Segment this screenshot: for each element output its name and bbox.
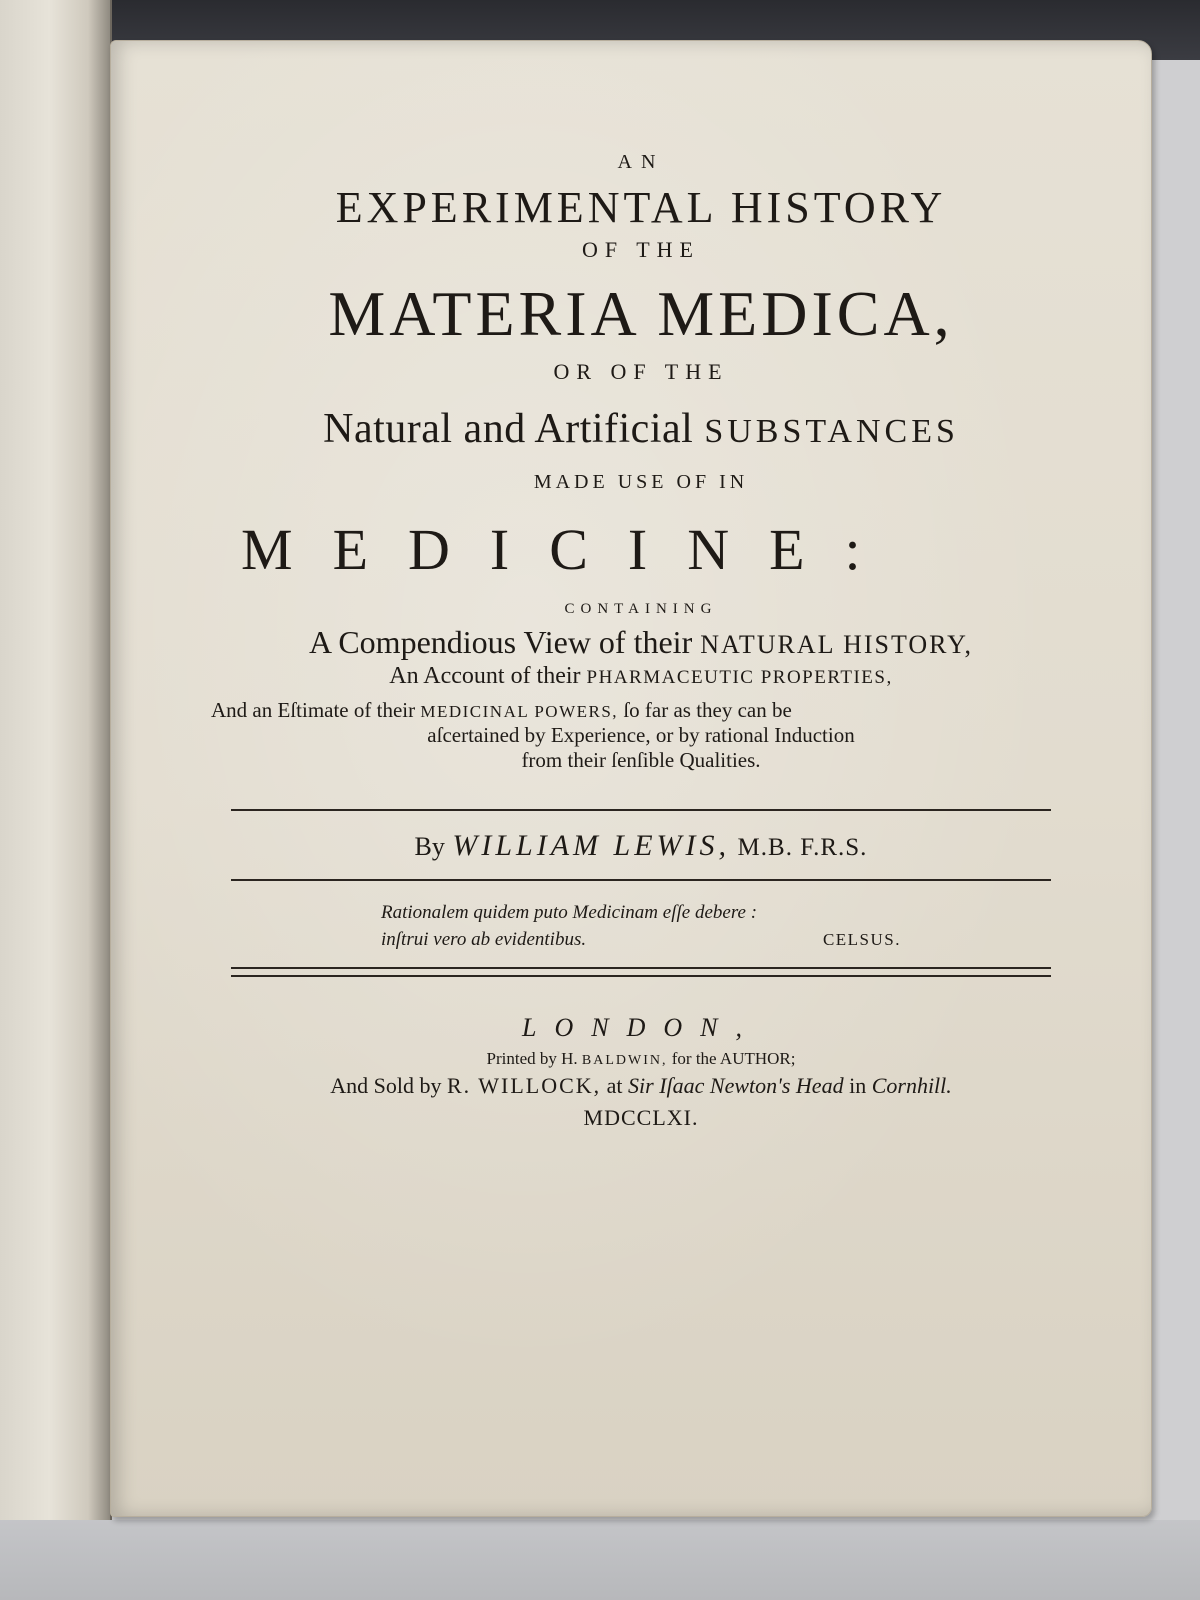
author-by: By bbox=[414, 832, 445, 861]
contents-line-3-suffix: ſo far as they can be bbox=[623, 698, 792, 722]
imprint-sign: Sir Iſaac Newton's Head bbox=[628, 1073, 844, 1098]
imprint-sold-at: at bbox=[606, 1073, 623, 1098]
main-title: MATERIA MEDICA, bbox=[328, 278, 954, 349]
imprint-printer: BALDWIN, bbox=[581, 1053, 668, 1068]
contents-line-3-caps: MEDICINAL POWERS, bbox=[420, 702, 619, 721]
imprint-printed-suffix: for the AUTHOR; bbox=[671, 1049, 796, 1068]
article-an: AN bbox=[617, 151, 665, 173]
motto-attribution: CELSUS. bbox=[822, 930, 901, 949]
contents-line-3-prefix: And an Eſtimate of their bbox=[211, 698, 416, 722]
double-rule bbox=[201, 967, 1081, 977]
subtitle-prefix: Natural and Artificial bbox=[323, 406, 694, 452]
title-page-text bbox=[201, 151, 1081, 1131]
imprint-city: LONDON, bbox=[522, 1013, 760, 1042]
motto-line-2-wrap bbox=[381, 926, 901, 953]
rule-above-author bbox=[231, 809, 1051, 811]
double-rule-top bbox=[231, 967, 1051, 969]
contents-line-2 bbox=[201, 663, 1081, 690]
made-use-of-in: MADE USE OF IN bbox=[533, 471, 749, 493]
motto-line-2: inſtrui vero ab evidentibus. bbox=[381, 929, 587, 950]
contents-line-3 bbox=[201, 698, 1081, 723]
imprint-sold-in: in bbox=[849, 1073, 867, 1098]
motto-block bbox=[381, 881, 901, 967]
contents-line-5: from their ſenſible Qualities. bbox=[521, 748, 761, 772]
author-name: WILLIAM LEWIS, bbox=[452, 829, 731, 862]
subtitle bbox=[201, 405, 1081, 453]
author-line bbox=[201, 829, 1081, 863]
imprint-sold-line bbox=[201, 1073, 1081, 1099]
medicine-heading: MEDICINE: bbox=[241, 517, 901, 582]
motto-line-1: Rationalem quidem puto Medicinam eſſe debere : bbox=[381, 902, 758, 923]
imprint-printed-prefix: Printed by H. bbox=[486, 1049, 578, 1068]
title-line-experimental-history: EXPERIMENTAL HISTORY bbox=[335, 183, 947, 232]
imprint-place: Cornhill. bbox=[871, 1073, 952, 1098]
double-rule-bottom bbox=[231, 975, 1051, 977]
imprint-sold-prefix: And Sold by bbox=[330, 1073, 442, 1098]
contents-line-4: aſcertained by Experience, or by rational Induction bbox=[427, 723, 855, 747]
or-of-the: OR OF THE bbox=[553, 359, 729, 384]
imprint-printed-line bbox=[201, 1049, 1081, 1069]
imprint-year: MDCCLXI. bbox=[583, 1105, 699, 1130]
subtitle-substances: SUBSTANCES bbox=[704, 413, 959, 450]
title-page bbox=[110, 40, 1152, 1517]
contents-line-2-prefix: An Account of their bbox=[389, 663, 581, 689]
imprint-seller: R. WILLOCK, bbox=[446, 1073, 602, 1098]
contents-line-1-prefix: A Compendious View of their bbox=[308, 624, 693, 660]
table-surface bbox=[0, 1520, 1200, 1600]
of-the: OF THE bbox=[582, 237, 700, 262]
containing: CONTAINING bbox=[564, 601, 718, 617]
contents-line-2-caps: PHARMACEUTIC PROPERTIES, bbox=[586, 667, 893, 688]
left-page-edge bbox=[0, 0, 112, 1520]
contents-line-1 bbox=[201, 624, 1081, 661]
contents-line-1-caps: NATURAL HISTORY, bbox=[700, 630, 973, 659]
author-degrees: M.B. F.R.S. bbox=[737, 834, 868, 861]
